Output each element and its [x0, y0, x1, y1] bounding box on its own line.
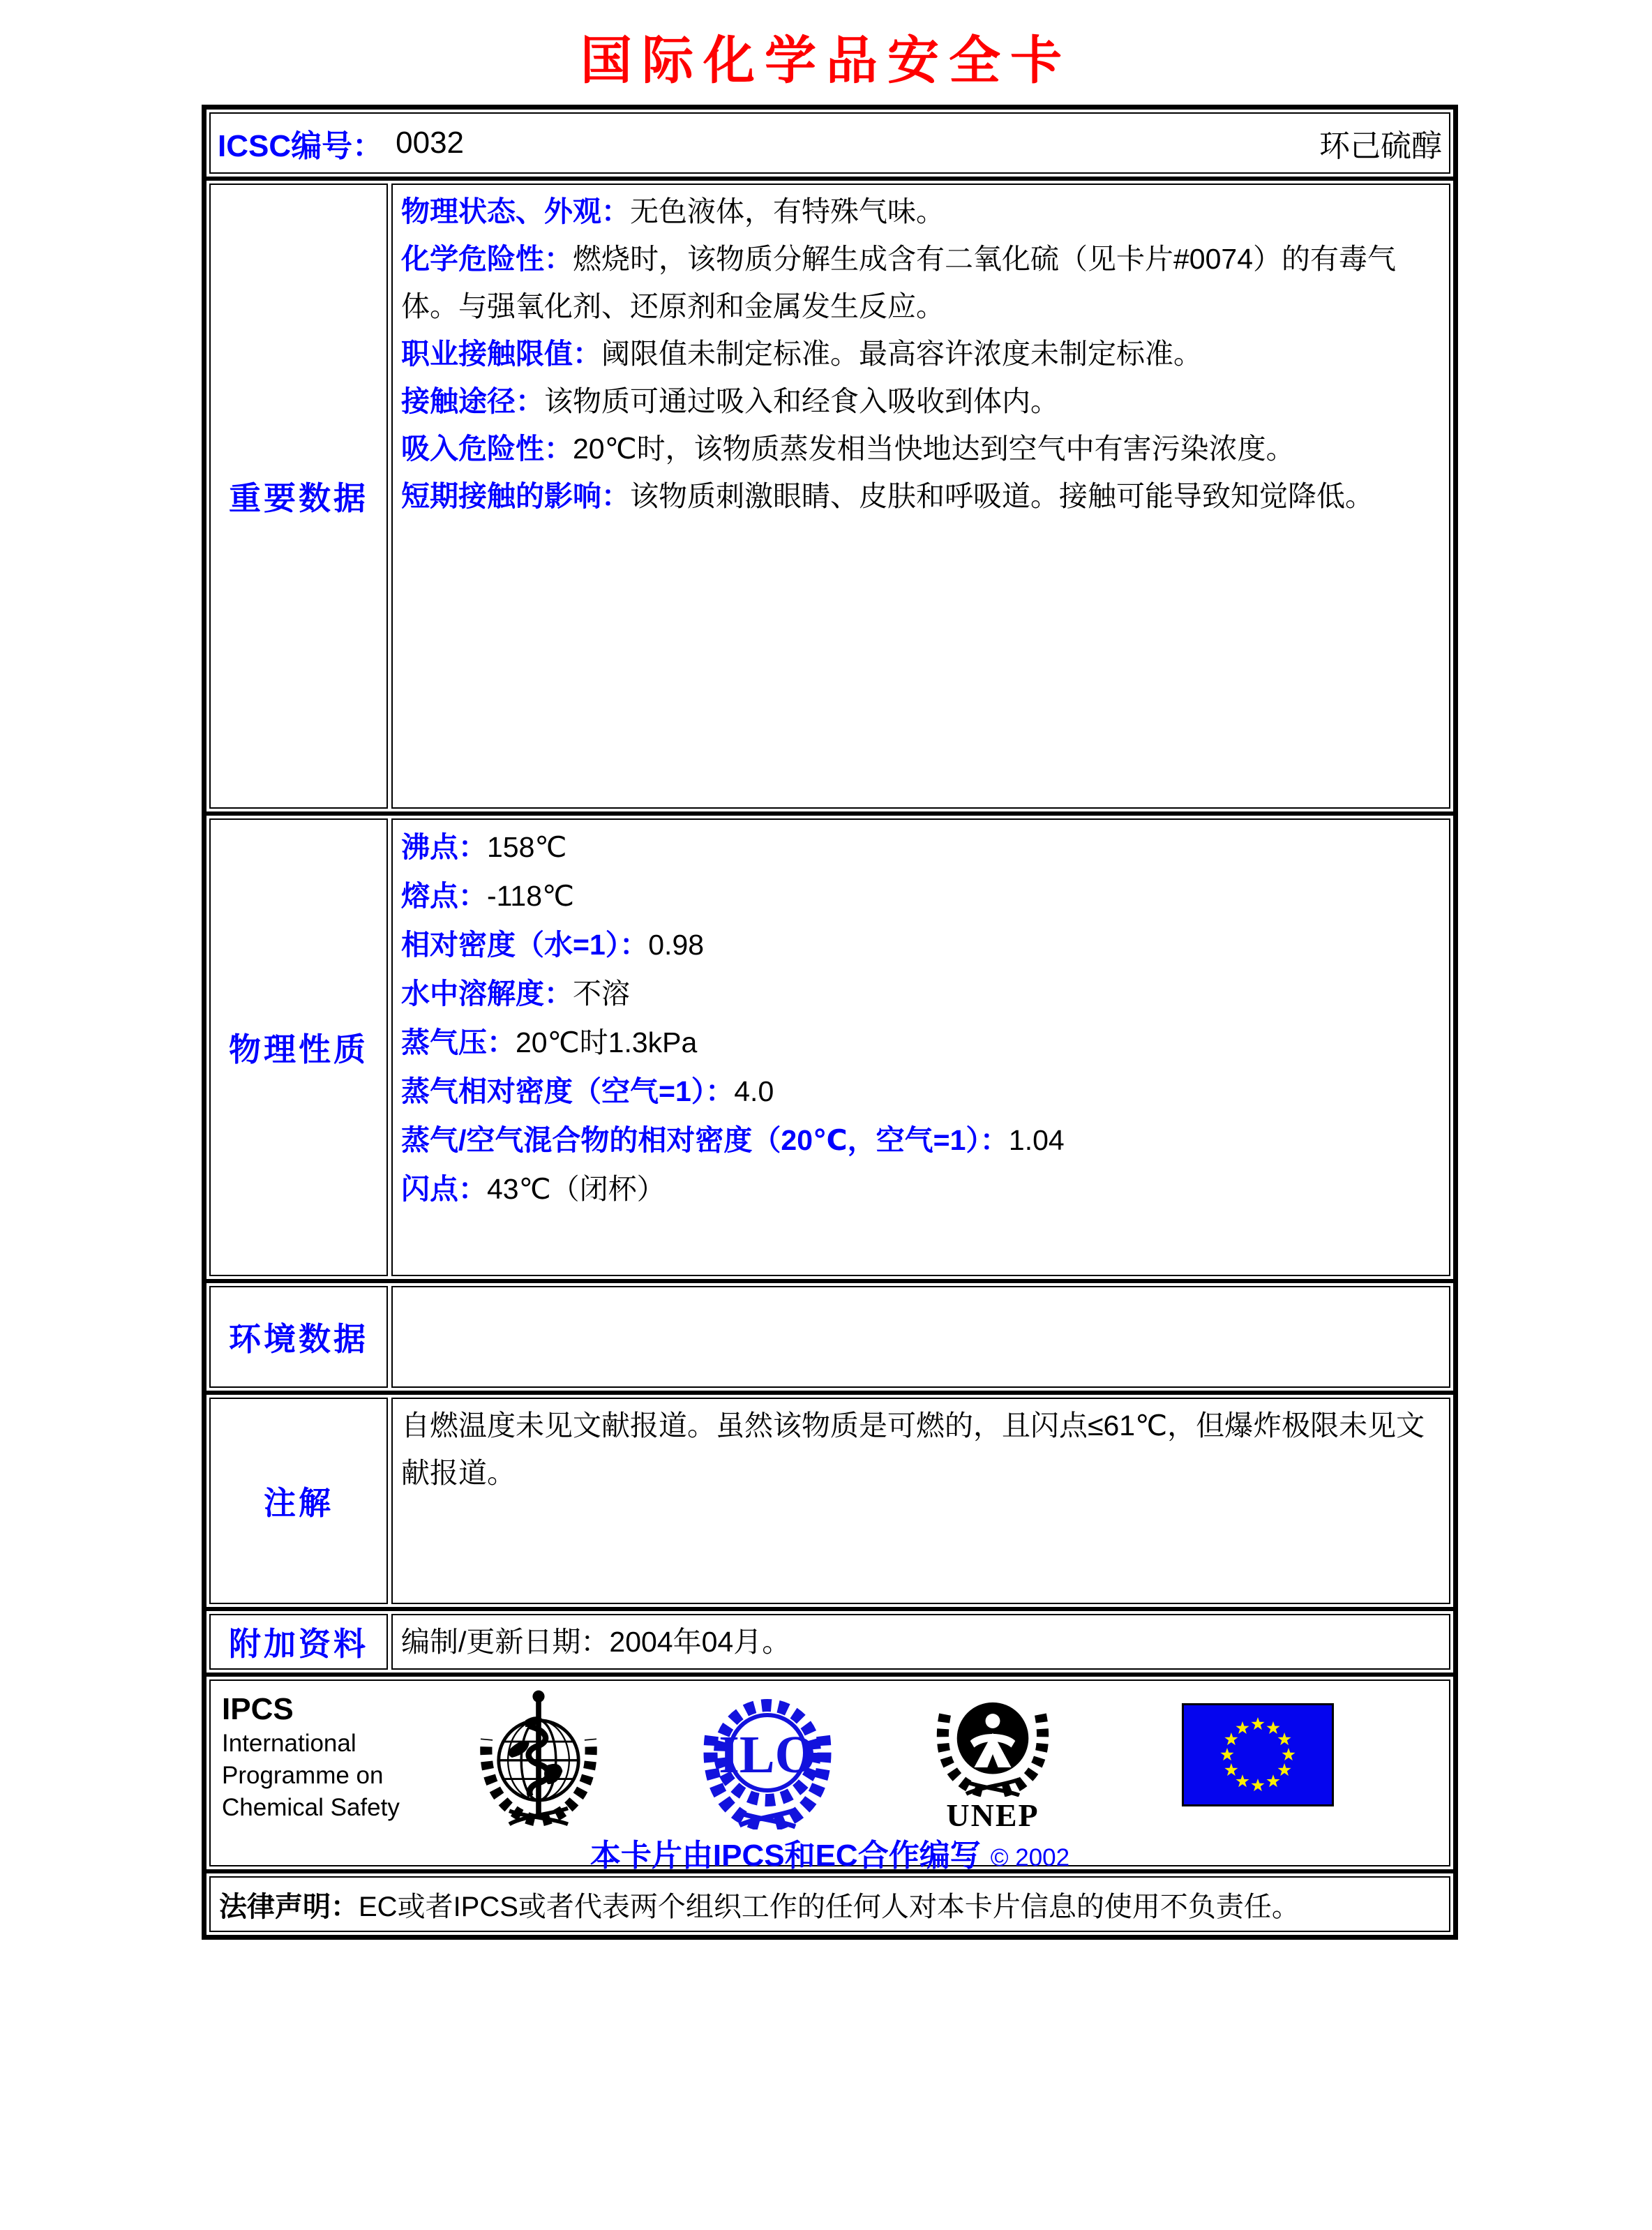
legal-text: EC或者IPCS或者代表两个组织工作的任何人对本卡片信息的使用不负责任。: [359, 1891, 1300, 1922]
item-label: 物理状态、外观：: [401, 195, 630, 227]
item-label: 化学危险性：: [401, 243, 573, 275]
item-text: 不溶: [573, 978, 630, 1010]
additional-info-label: 附加资料: [209, 1614, 388, 1670]
important-item: [401, 472, 1441, 520]
item-text: 燃烧时，该物质分解生成含有二氧化硫（见卡片#0074）的有毒气体。与强氧化剂、还原剂和金属发生反应。: [401, 243, 1397, 322]
item-label: 吸入危险性：: [401, 433, 573, 465]
item-text: 该物质刺激眼睛、皮肤和呼吸道。接触可能导致知觉降低。: [630, 480, 1374, 512]
ipcs-subtitle-line: Chemical Safety: [222, 1794, 400, 1821]
page-title: 国际化学品安全卡: [580, 31, 1072, 89]
item-text: 0.98: [648, 929, 705, 961]
notes-content: 自燃温度未见文献报道。虽然该物质是可燃的，且闪点≤61℃，但爆炸极限未见文献报道。: [391, 1398, 1450, 1604]
unep-block: [926, 1685, 1059, 1831]
unep-logo-icon: [926, 1685, 1059, 1797]
notes-section: [204, 1393, 1455, 1609]
physical-properties-section: [204, 814, 1455, 1281]
item-label: 水中溶解度：: [401, 978, 573, 1010]
ipcs-title: IPCS: [222, 1692, 294, 1726]
important-item: [401, 377, 1441, 425]
item-label: 短期接触的影响：: [401, 480, 630, 512]
icsc-number-value: 0032: [396, 126, 465, 160]
physical-item: [401, 823, 1441, 871]
cooperation-caption: [211, 1830, 1449, 1875]
item-text: 158℃: [487, 831, 567, 863]
who-logo-icon: [472, 1686, 606, 1829]
logos-section: [204, 1675, 1455, 1871]
item-label: 蒸气相对密度（空气=1）：: [401, 1075, 735, 1107]
ipcs-text-block: [222, 1691, 405, 1824]
physical-item: [401, 1018, 1441, 1067]
important-data-section: [204, 179, 1455, 814]
eu-flag-icon: [1182, 1703, 1334, 1806]
additional-info-section: [204, 1609, 1455, 1675]
item-text: 该物质可通过吸入和经食入吸收到体内。: [544, 385, 1059, 417]
header-section: [204, 107, 1455, 179]
item-text: 4.0: [734, 1075, 774, 1107]
caption-text: 本卡片由IPCS和EC合作编写: [590, 1839, 981, 1873]
item-label: 接触途径：: [401, 385, 544, 417]
ipcs-subtitle-line: Programme on: [222, 1762, 384, 1789]
important-item: [401, 235, 1441, 330]
additional-info-content: 编制/更新日期：2004年04月。: [391, 1614, 1450, 1670]
item-text: 20℃时，该物质蒸发相当快地达到空气中有害污染浓度。: [573, 433, 1295, 465]
environmental-data-label: 环境数据: [209, 1286, 388, 1388]
important-item: [401, 330, 1441, 377]
important-data-label: 重要数据: [209, 184, 388, 809]
physical-item: [401, 1165, 1441, 1213]
physical-item: [401, 1116, 1441, 1165]
notes-label: 注解: [209, 1398, 388, 1604]
svg-text:ILO: ILO: [719, 1726, 816, 1784]
item-text: 20℃时1.3kPa: [516, 1026, 698, 1058]
physical-item: [401, 920, 1441, 969]
ipcs-subtitle-line: International: [222, 1730, 356, 1757]
ilo-logo-icon: [698, 1686, 837, 1829]
item-label: 职业接触限值：: [401, 338, 601, 370]
item-label: 蒸气压：: [401, 1026, 516, 1058]
important-item: [401, 425, 1441, 472]
item-label: 沸点：: [401, 831, 487, 863]
copyright-text: © 2002: [990, 1844, 1070, 1871]
physical-item: [401, 969, 1441, 1018]
unep-label: UNEP: [946, 1797, 1039, 1833]
environmental-data-section: [204, 1281, 1455, 1393]
legal-row: [209, 1876, 1450, 1932]
environmental-data-content: [391, 1286, 1450, 1388]
legal-label: 法律声明：: [219, 1891, 359, 1922]
icsc-number-group: [218, 121, 464, 165]
physical-item: [401, 871, 1441, 920]
item-text: 43℃（闭杯）: [487, 1173, 666, 1205]
physical-properties-content: [391, 818, 1450, 1276]
physical-properties-label: 物理性质: [209, 818, 388, 1276]
item-text: 无色液体，有特殊气味。: [630, 195, 945, 227]
icsc-number-label: ICSC编号：: [218, 129, 384, 163]
item-label: 蒸气/空气混合物的相对密度（20℃，空气=1）：: [401, 1124, 1009, 1156]
logo-strip: [211, 1685, 1449, 1833]
legal-section: [204, 1871, 1455, 1937]
icsc-card: [202, 105, 1458, 1940]
header-row: [209, 112, 1450, 174]
item-text: 阈限值未制定标准。最高容许浓度未制定标准。: [601, 338, 1202, 370]
logos-row: [209, 1679, 1450, 1873]
important-item: [401, 188, 1441, 235]
physical-item: [401, 1067, 1441, 1116]
item-label: 熔点：: [401, 880, 487, 912]
item-text: 1.04: [1008, 1124, 1065, 1156]
chemical-name: 环己硫醇: [1319, 129, 1442, 163]
item-text: -118℃: [487, 880, 575, 912]
important-data-content: [391, 184, 1450, 809]
item-label: 相对密度（水=1）：: [401, 929, 649, 961]
item-label: 闪点：: [401, 1173, 487, 1205]
